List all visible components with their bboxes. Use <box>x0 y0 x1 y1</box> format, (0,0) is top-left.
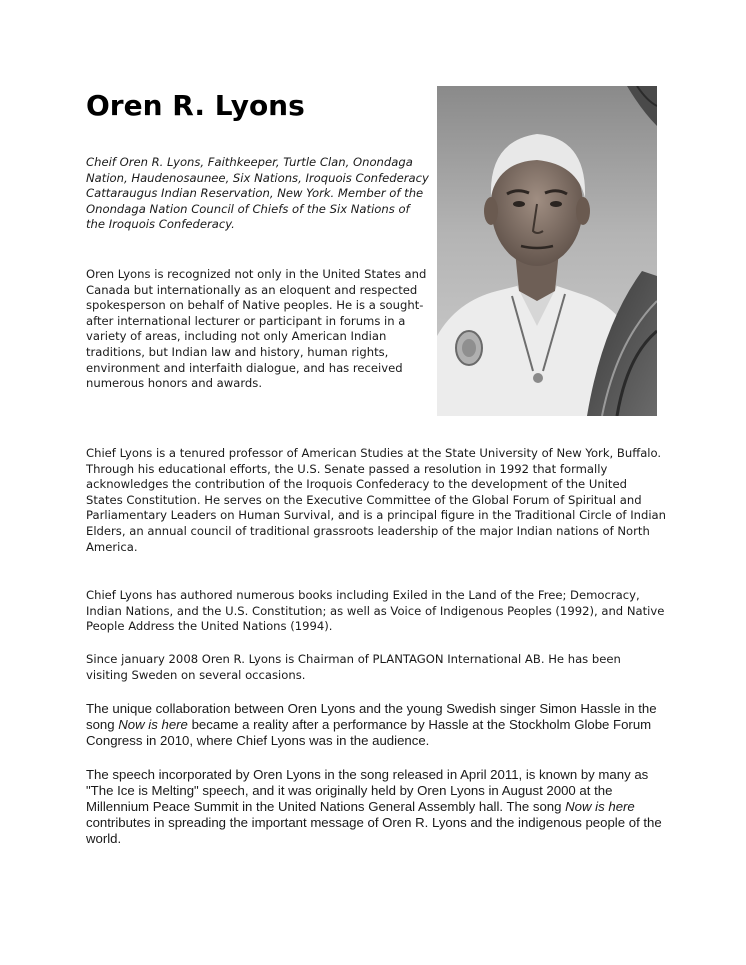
song-title: Now is here <box>565 799 635 814</box>
paragraph-text: The speech incorporated by Oren Lyons in the song released in April 2011, is known by many as "The Ice is Melting" speech, and it was originally held by Oren Lyons in August 2000 at the Millennium Peace Summit in the United Nations General Assembly hall. The song <box>86 767 649 814</box>
page-title: Oren R. Lyons <box>86 89 305 122</box>
speech-paragraph <box>86 767 676 847</box>
paragraph-text: became a reality after a performance by Hassle at the Stockholm Globe Forum Congress in 2010, where Chief Lyons was in the audience. <box>86 717 652 748</box>
bio-paragraph-3: Chief Lyons has authored numerous books including Exiled in the Land of the Free; Democracy, Indian Nations, and the U.S. Constitution; as well as Voice of Indigenous Peoples (1992), and Native People Address the United Nations (1994). <box>86 588 665 634</box>
bio-paragraph-4: Since january 2008 Oren R. Lyons is Chairman of PLANTAGON International AB. He has been visiting Sweden on several occasions. <box>86 652 621 682</box>
song-collaboration-paragraph <box>86 701 676 749</box>
bio-paragraph-1: Oren Lyons is recognized not only in the United States and Canada but internationally as an eloquent and respected spokesperson on behalf of Native peoples. He is a sought-after international lecturer or participant in forums in a variety of areas, including not only American Indian traditions, but Indian law and history, human rights, environment and interfaith dialogue, and has received numerous honors and awards. <box>86 267 427 391</box>
song-title: Now is here <box>118 717 188 732</box>
intro-italic-paragraph: Cheif Oren R. Lyons, Faithkeeper, Turtle Clan, Onondaga Nation, Haudenosaunee, Six Nations, Iroquois Confederacy Cattaraugus Indian Reservation, New York. Member of the Onondaga Nation Council of Chiefs of the Six Nations of the Iroquois Confederacy. <box>86 155 429 232</box>
portrait-photo <box>437 86 657 416</box>
bio-paragraph-2: Chief Lyons is a tenured professor of American Studies at the State University of New York, Buffalo. Through his educational efforts, the U.S. Senate passed a resolution in 1992 that formally acknowledges the contribution of the Iroquois Confederacy to the development of the United States Constitution. He serves on the Executive Committee of the Global Forum of Spiritual and Parliamentary Leaders on Human Survival, and is a principal figure in the Traditional Circle of Indian Elders, an annual council of traditional grassroots leadership of the major Indian nations of North America. <box>86 446 666 554</box>
paragraph-text: contributes in spreading the important message of Oren R. Lyons and the indigenous people of the world. <box>86 815 662 846</box>
paragraph-text: The unique collaboration between Oren Lyons and the young Swedish singer Simon Hassle in the song <box>86 701 657 732</box>
